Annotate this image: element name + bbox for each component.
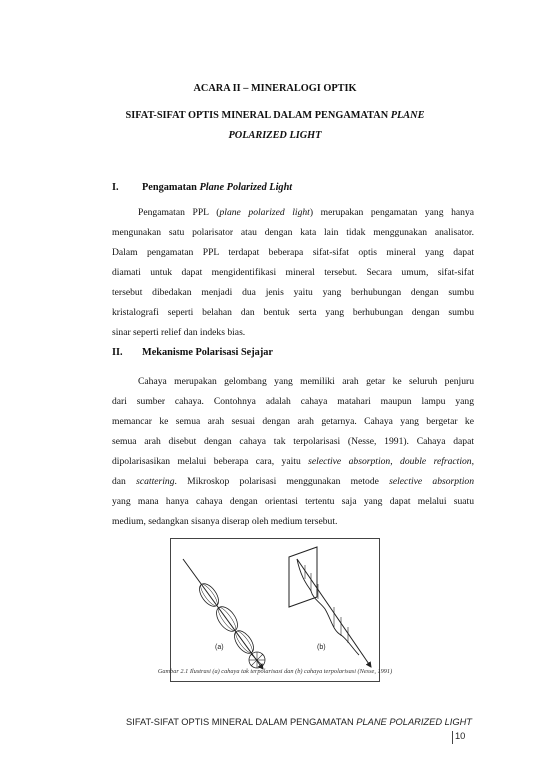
paragraph-line: mengunakan satu polarisator atau dengan kata lain tidak menggunakan analisator. <box>112 227 474 238</box>
paragraph-line: medium, sedangkan sisanya diserap oleh medium tersebut. <box>112 516 338 527</box>
paragraph-line: kristalografi seperti belahan dan bentuk serta yang berhubungan dengan sumbu <box>112 307 474 318</box>
paragraph-line <box>112 452 474 472</box>
light-polarization-illustration <box>171 539 379 681</box>
page-subtitle-line-2 <box>0 130 550 141</box>
text-span: dan <box>112 476 137 487</box>
page-footer <box>0 717 472 727</box>
page-number: 10 <box>455 731 466 741</box>
subtitle-italic-2: POLARIZED LIGHT <box>228 130 322 141</box>
page-subtitle-line-1 <box>0 110 550 121</box>
unpolarized-light-drawing <box>183 559 265 669</box>
italic-term: selective absorption <box>389 476 475 487</box>
paragraph-line: semua arah disebut dengan cahaya tak terpolarisasi (Nesse, 1991). Cahaya dapat <box>112 436 474 447</box>
section-1-heading-text: Pengamatan <box>142 182 200 193</box>
subtitle-text: SIFAT-SIFAT OPTIS MINERAL DALAM PENGAMATAN <box>125 110 391 121</box>
page-title: ACARA II – MINERALOGI OPTIK <box>193 83 357 94</box>
paragraph-line: Dalam pengamatan PPL terdapat beberapa sifat-sifat optis mineral yang dapat <box>112 247 474 258</box>
paragraph-line: sinar seperti relief dan indeks bias. <box>112 327 246 338</box>
paragraph-line: Cahaya merupakan gelombang yang memiliki arah getar ke seluruh penjuru <box>138 376 474 387</box>
text-span: dipolarisasikan melalui beberapa cara, yaitu <box>112 456 309 467</box>
figure-label-b: (b) <box>317 644 326 651</box>
section-1-number: I. <box>112 182 119 193</box>
italic-term: scattering <box>136 476 175 487</box>
italic-term: selective absorption <box>308 456 391 467</box>
section-1-paragraph <box>112 203 474 343</box>
section-1-heading <box>142 182 292 193</box>
footer-italic: PLANE POLARIZED LIGHT <box>356 717 472 727</box>
subtitle-italic: PLANE <box>390 110 425 121</box>
figure-label-a: (a) <box>215 644 224 651</box>
paragraph-line: dari sumber cahaya. Contohnya adalah cahaya matahari maupun lampu yang <box>112 396 474 407</box>
section-2-number: II. <box>112 347 123 358</box>
italic-term: double refraction <box>400 456 472 467</box>
figure-caption: Gambar 2.1 Ilustrasi (a) cahaya tak terpolarisasi dan (b) cahaya terpolarisasi (Nesse, 1991) <box>157 668 393 675</box>
text-span: , <box>471 456 474 467</box>
figure-illustration <box>170 538 380 682</box>
paragraph-line: tersebut dibedakan menjadi dua jenis yaitu yang berhubungan dengan sumbu <box>112 287 474 298</box>
text-span: , <box>390 456 401 467</box>
footer-text: SIFAT-SIFAT OPTIS MINERAL DALAM PENGAMATAN <box>126 717 357 727</box>
paragraph-line: yang mana hanya cahaya dengan orientasi tertentu saja yang dapat melalui suatu <box>112 496 474 507</box>
paragraph-line <box>112 203 474 223</box>
section-2-paragraph <box>112 372 474 532</box>
page-number-divider <box>452 731 453 744</box>
section-2-heading: Mekanisme Polarisasi Sejajar <box>142 347 273 358</box>
paragraph-line: memancar ke semua arah sesuai dengan arah getarnya. Cahaya yang bergetar ke <box>112 416 474 427</box>
italic-term: plane polarized light <box>219 207 310 218</box>
polarized-light-drawing <box>289 547 371 667</box>
section-1-heading-italic: Plane Polarized Light <box>199 182 293 193</box>
paragraph-line <box>112 472 474 492</box>
text-span: ) merupakan pengamatan yang hanya <box>309 207 475 218</box>
paragraph-line: diamati untuk dapat mengidentifikasi mineral tersebut. Secara umum, sifat-sifat <box>112 267 474 278</box>
text-span: Pengamatan PPL ( <box>138 207 220 218</box>
text-span: . Mikroskop polarisasi menggunakan metode <box>174 476 390 487</box>
